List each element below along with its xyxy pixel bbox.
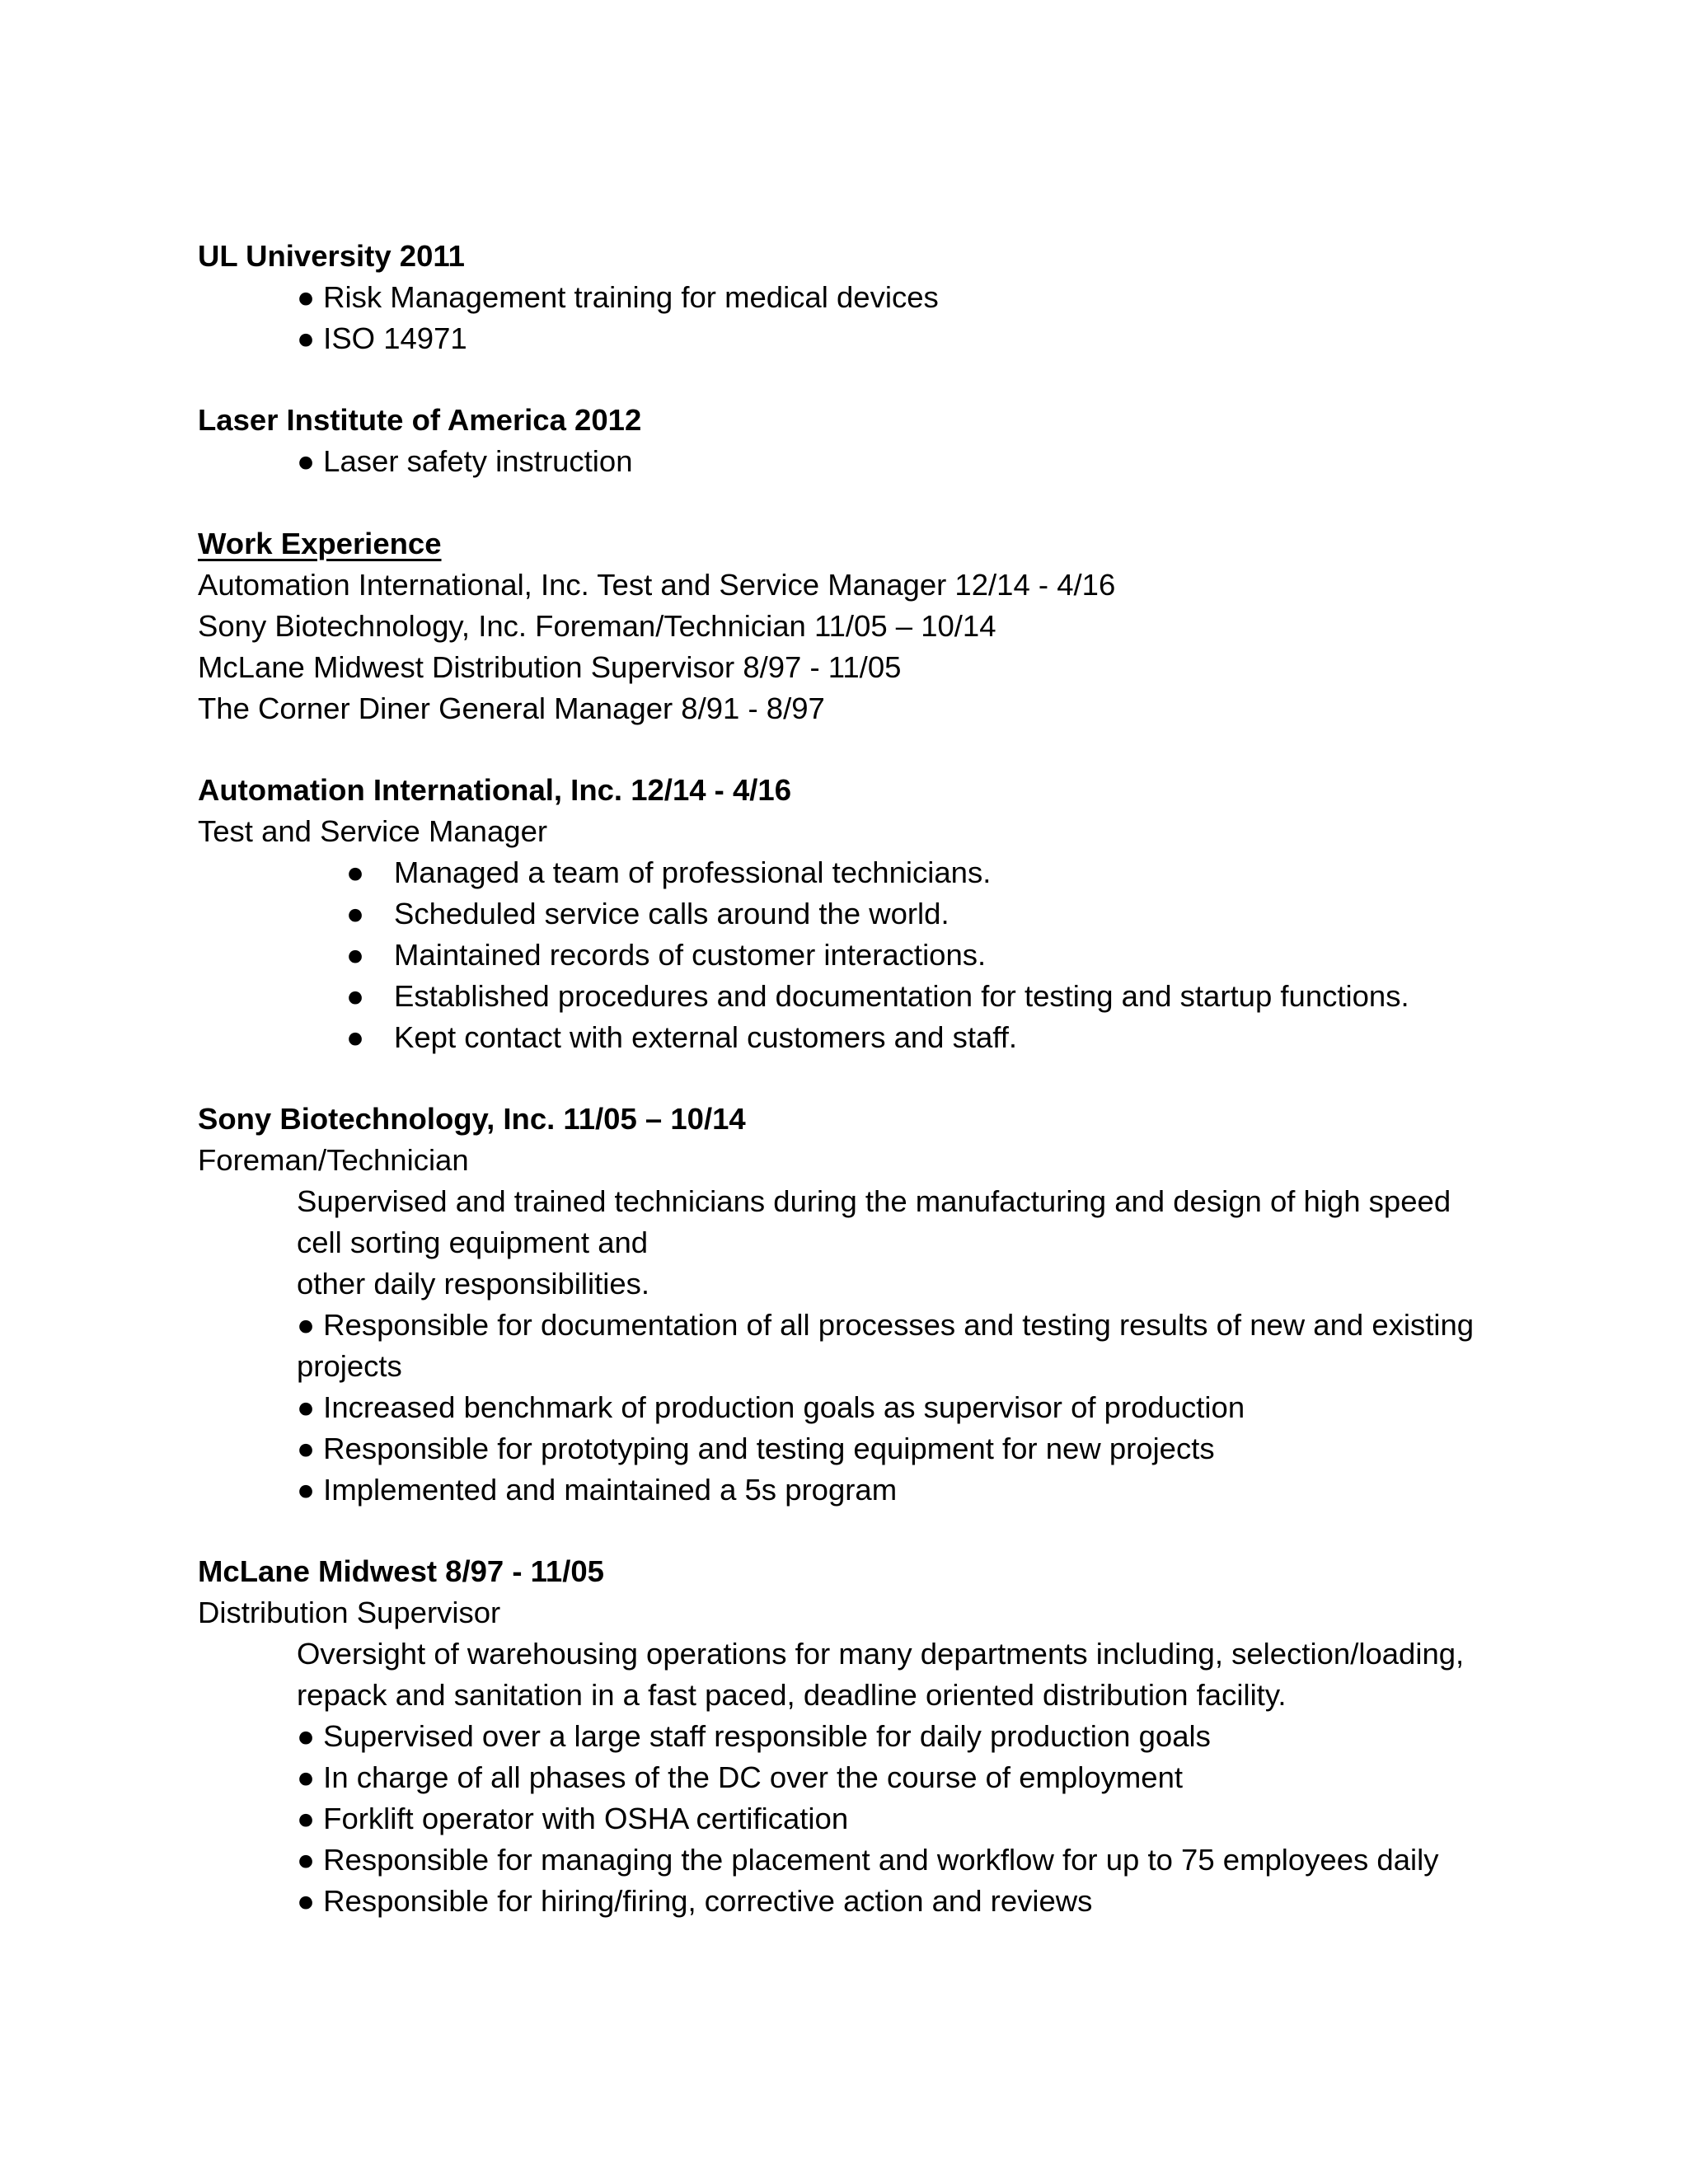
bullet-icon: ● — [346, 897, 365, 930]
sony-line: ● Increased benchmark of production goals as supervisor of production — [297, 1390, 1245, 1424]
work-summary-line: Automation International, Inc. Test and Service Manager 12/14 - 4/16 — [198, 568, 1116, 602]
mclane-heading: McLane Midwest 8/97 - 11/05 — [198, 1554, 604, 1588]
bullet-icon: ● — [346, 1020, 365, 1054]
mclane-line: Oversight of warehousing operations for many departments including, selection/loading, — [297, 1637, 1465, 1671]
automation-title: Test and Service Manager — [198, 814, 548, 848]
work-summary-line: McLane Midwest Distribution Supervisor 8/97 - 11/05 — [198, 650, 902, 684]
mclane-line: ● Responsible for managing the placement and workflow for up to 75 employees daily — [297, 1843, 1439, 1877]
sony-line: Supervised and trained technicians during the manufacturing and design of high speed — [297, 1184, 1451, 1218]
automation-bullet-text: Scheduled service calls around the world. — [394, 897, 950, 930]
mclane-line: ● In charge of all phases of the DC over the course of employment — [297, 1760, 1184, 1794]
sony-line: ● Implemented and maintained a 5s program — [297, 1473, 898, 1507]
automation-bullet-text: Established procedures and documentation for testing and startup functions. — [394, 979, 1409, 1013]
bullet-icon: ● — [346, 938, 365, 972]
sony-line: ● Responsible for documentation of all processes and testing results of new and existing — [297, 1308, 1475, 1342]
bullet-icon: ● — [346, 979, 365, 1013]
sony-title: Foreman/Technician — [198, 1143, 469, 1177]
ul-bullet-iso: ● ISO 14971 — [297, 321, 467, 355]
sony-line: ● Responsible for prototyping and testing equipment for new projects — [297, 1432, 1215, 1465]
mclane-line: ● Responsible for hiring/firing, corrective action and reviews — [297, 1884, 1093, 1918]
mclane-line: ● Forklift operator with OSHA certification — [297, 1802, 849, 1835]
work-experience-heading: Work Experience — [198, 527, 442, 560]
bullet-icon: ● — [346, 855, 365, 889]
work-summary-line: Sony Biotechnology, Inc. Foreman/Technician 11/05 – 10/14 — [198, 609, 996, 643]
laser-bullet-safety: ● Laser safety instruction — [297, 444, 633, 478]
ul-bullet-risk-management: ● Risk Management training for medical devices — [297, 280, 939, 314]
automation-bullet-text: Kept contact with external customers and staff. — [394, 1020, 1018, 1054]
sony-line: projects — [297, 1349, 402, 1383]
automation-heading: Automation International, Inc. 12/14 - 4/16 — [198, 773, 792, 807]
sony-line: other daily responsibilities. — [297, 1267, 650, 1301]
mclane-title: Distribution Supervisor — [198, 1596, 501, 1629]
laser-institute-heading: Laser Institute of America 2012 — [198, 403, 642, 437]
ul-university-heading: UL University 2011 — [198, 239, 465, 273]
sony-heading: Sony Biotechnology, Inc. 11/05 – 10/14 — [198, 1102, 746, 1136]
automation-bullet-text: Maintained records of customer interactions. — [394, 938, 987, 972]
mclane-line: repack and sanitation in a fast paced, deadline oriented distribution facility. — [297, 1678, 1287, 1712]
work-summary-line: The Corner Diner General Manager 8/91 - 8/97 — [198, 691, 825, 725]
mclane-line: ● Supervised over a large staff responsible for daily production goals — [297, 1719, 1211, 1753]
automation-bullet-text: Managed a team of professional technicians. — [394, 855, 992, 889]
sony-line: cell sorting equipment and — [297, 1226, 649, 1259]
